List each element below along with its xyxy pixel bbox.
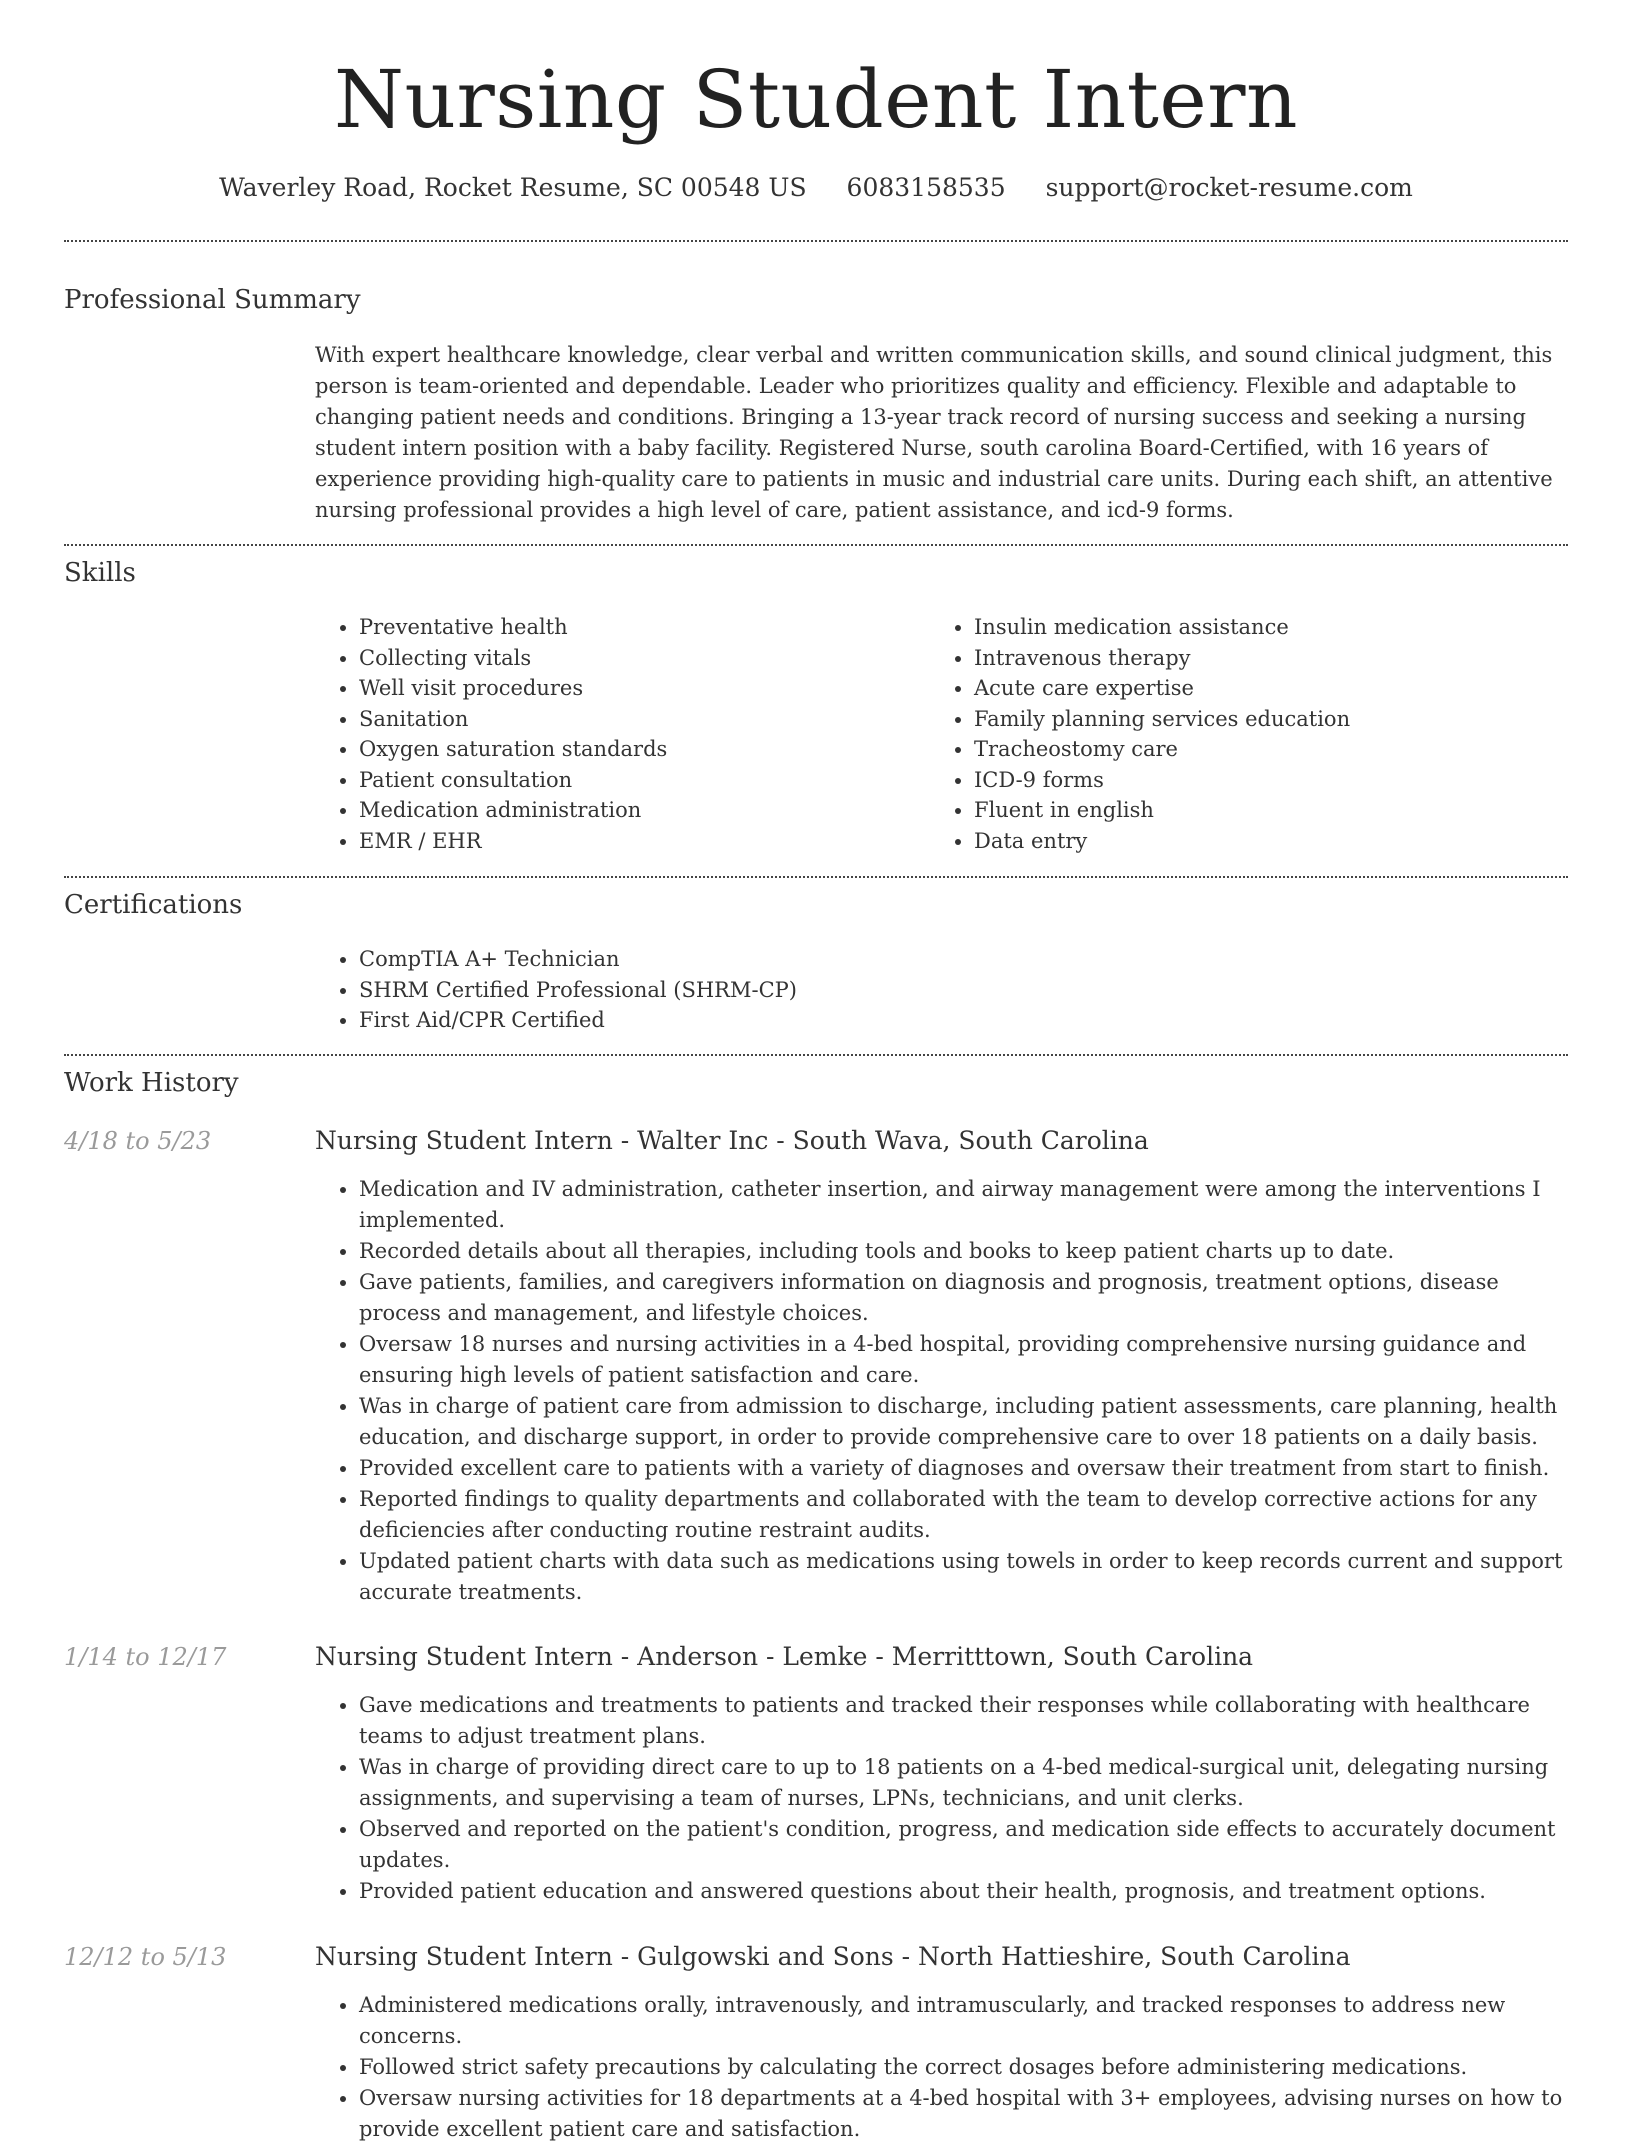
job-bullet: • Oversaw nursing activities for 18 departments at a 4-bed hospital with 3+ employees, advising nurses on how to provide excellent patient care and satisfaction. (359, 2083, 1572, 2145)
job-bullet: • Reported findings to quality departments and collaborated with the team to develop corrective actions for any deficiencies after conducting routine restraint audits. (359, 1484, 1572, 1546)
job-bullet-list (315, 1690, 1572, 1907)
job-date: 12/12 to 5/13 (64, 1943, 227, 1971)
job-bullet: • Gave medications and treatments to patients and tracked their responses while collaborating with healthcare teams to adjust treatment plans. (359, 1690, 1572, 1752)
summary-text: With expert healthcare knowledge, clear verbal and written communication skills, and sound clinical judgment, this person is team-oriented and dependable. Leader who prioritizes quality and efficiency. Flexible and adaptable to changing patient needs and conditions. Bringing a 13-year track record of nursing success and seeking a nursing student intern position with a baby facility. Registered Nurse, south carolina Board-Certified, with 16 years of experience providing high-quality care to patients in music and industrial care units. During each shift, an attentive nursing professional provides a high level of care, patient assistance, and icd-9 forms. (315, 343, 1553, 522)
job-title: Nursing Student Intern - Anderson - Lemke - Merritttown, South Carolina (315, 1642, 1254, 1671)
certifications-divider (64, 1054, 1568, 1056)
certifications-list (315, 944, 797, 1036)
skill-item: • EMR / EHR (359, 826, 915, 857)
job-bullet: • Was in charge of providing direct care to up to 18 patients on a 4-bed medical-surgical unit, delegating nursing assignments, and supervising a team of nurses, LPNs, technicians, and unit clerks. (359, 1752, 1572, 1814)
job-bullet: • Provided patient education and answered questions about their health, prognosis, and treatment options. (359, 1876, 1572, 1907)
skill-item: • Insulin medication assistance (974, 612, 1570, 643)
certification-item: • First Aid/CPR Certified (359, 1005, 797, 1036)
skill-item: • Fluent in english (974, 795, 1570, 826)
skills-right-column (930, 612, 1570, 856)
skills-left-column (315, 612, 915, 856)
certification-item: • CompTIA A+ Technician (359, 944, 797, 975)
skills-divider (64, 876, 1568, 878)
skill-item: • Family planning services education (974, 704, 1570, 735)
job-bullet: • Updated patient charts with data such as medications using towels in order to keep records current and support accurate treatments. (359, 1546, 1572, 1608)
skills-list-left (315, 612, 915, 856)
job-responsibilities (315, 1174, 1572, 1608)
job-date: 1/14 to 12/17 (64, 1643, 227, 1671)
skill-item: • Acute care expertise (974, 673, 1570, 704)
job-bullet: • Administered medications orally, intravenously, and intramuscularly, and tracked responses to address new concerns. (359, 1990, 1572, 2052)
job-bullet-list (315, 1174, 1572, 1608)
skill-item: • Oxygen saturation standards (359, 734, 915, 765)
job-bullet: • Provided excellent care to patients with a variety of diagnoses and oversaw their treatment from start to finish. (359, 1453, 1572, 1484)
section-title-summary: Professional Summary (64, 285, 361, 315)
certifications-block (315, 944, 797, 1036)
job-title: Nursing Student Intern - Walter Inc - South Wava, South Carolina (315, 1126, 1149, 1155)
job-bullet: • Was in charge of patient care from admission to discharge, including patient assessments, care planning, health education, and discharge support, in order to provide comprehensive care to over 18 patients on a daily basis. (359, 1391, 1572, 1453)
job-bullet-list (315, 1990, 1572, 2145)
section-title-certifications: Certifications (64, 890, 243, 920)
skill-item: • Well visit procedures (359, 673, 915, 704)
job-title: Nursing Student Intern - Gulgowski and Sons - North Hattieshire, South Carolina (315, 1942, 1351, 1971)
phone: 6083158535 (846, 173, 1006, 202)
certification-item: • SHRM Certified Professional (SHRM-CP) (359, 975, 797, 1006)
header-divider (64, 240, 1568, 242)
section-title-work-history: Work History (64, 1068, 239, 1098)
job-bullet: • Gave patients, families, and caregivers information on diagnosis and prognosis, treatment options, disease process and management, and lifestyle choices. (359, 1267, 1572, 1329)
skills-list-right (930, 612, 1570, 856)
skill-item: • Patient consultation (359, 765, 915, 796)
skill-item: • Tracheostomy care (974, 734, 1570, 765)
job-bullet: • Observed and reported on the patient's condition, progress, and medication side effects to accurately document updates. (359, 1814, 1572, 1876)
job-bullet: • Recorded details about all therapies, including tools and books to keep patient charts up to date. (359, 1236, 1572, 1267)
skill-item: • Preventative health (359, 612, 915, 643)
skill-item: • Intravenous therapy (974, 643, 1570, 674)
candidate-name: Nursing Student Intern (333, 53, 1299, 146)
job-responsibilities (315, 1690, 1572, 1907)
skill-item: • Medication administration (359, 795, 915, 826)
summary-divider (64, 544, 1568, 546)
section-title-skills: Skills (64, 558, 136, 588)
email: support@rocket-resume.com (1045, 173, 1413, 202)
contact-line (0, 170, 1632, 206)
address: Waverley Road, Rocket Resume, SC 00548 US (219, 173, 807, 202)
job-responsibilities (315, 1990, 1572, 2145)
skill-item: • Collecting vitals (359, 643, 915, 674)
skill-item: • Data entry (974, 826, 1570, 857)
skill-item: • Sanitation (359, 704, 915, 735)
skill-item: • ICD-9 forms (974, 765, 1570, 796)
job-bullet: • Medication and IV administration, catheter insertion, and airway management were among the interventions I implemented. (359, 1174, 1572, 1236)
job-date: 4/18 to 5/23 (64, 1127, 212, 1155)
job-bullet: • Oversaw 18 nurses and nursing activities in a 4-bed hospital, providing comprehensive nursing guidance and ensuring high levels of patient satisfaction and care. (359, 1329, 1572, 1391)
job-bullet: • Followed strict safety precautions by calculating the correct dosages before administering medications. (359, 2052, 1572, 2083)
